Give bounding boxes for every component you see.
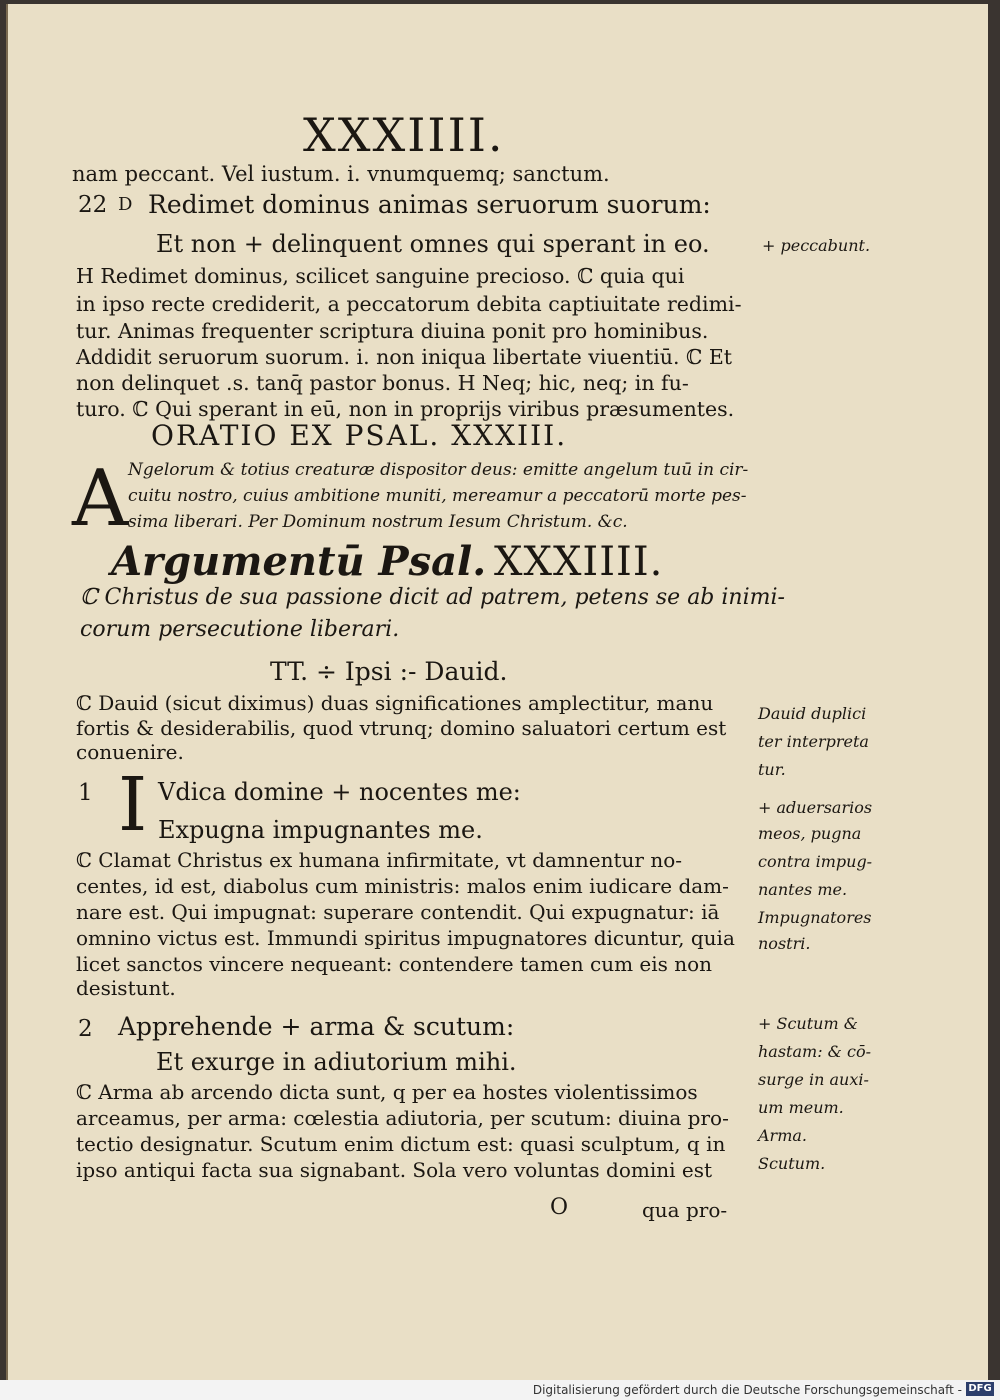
dfg-logo: DFG [966, 1382, 994, 1396]
text-line: conuenire. [76, 740, 184, 764]
footer-bar [0, 1380, 1000, 1400]
text-line: nare est. Qui impugnat: superare contendit. Qui expugnatur: iā [76, 900, 720, 924]
margin-note: Impugnatores [758, 908, 872, 927]
book-page [6, 4, 988, 1380]
margin-note: Dauid duplici [758, 704, 867, 723]
text-line: ℂ Clamat Christus ex humana infirmitate, vt damnentur no- [76, 848, 682, 872]
verse-line: Et non + delinquent omnes qui sperant in eo. [156, 230, 710, 258]
prayer-line: cuitu nostro, cuius ambitione muniti, mereamur a peccatorū morte pes- [128, 486, 747, 506]
text-line: centes, id est, diabolus cum ministris: malos enim iudicare dam- [76, 874, 729, 898]
catchword-signature: O [550, 1195, 569, 1220]
margin-note: Scutum. [758, 1154, 826, 1173]
text-line: fortis & desiderabilis, quod vtrunq; domino saluatori certum est [76, 716, 727, 740]
margin-note: um meum. [758, 1098, 844, 1117]
text-line: non delinquet .s. tanq̄ pastor bonus. H Neq; hic, neq; in fu- [76, 371, 689, 395]
text-line: ℂ Dauid (sicut diximus) duas significationes amplectitur, manu [76, 691, 714, 715]
verse-number: 1 [78, 780, 93, 806]
text-line: in ipso recte crediderit, a peccatorum debita captiuitate redimi- [76, 292, 742, 316]
margin-note: nostri. [758, 934, 811, 953]
verse-line: Vdica domine + nocentes me: [158, 778, 521, 806]
argument-heading-numeral: XXXIIII. [494, 539, 664, 585]
footer-credit: Digitalisierung gefördert durch die Deutsche Forschungsgemeinschaft - [532, 1383, 962, 1397]
argument-heading: Argumentū Psal. [111, 538, 487, 585]
verse-line: Redimet dominus animas seruorum suorum: [148, 190, 711, 219]
text-line: nam peccant. Vel iustum. i. vnumquemq; sanctum. [72, 162, 610, 186]
text-line: H Redimet dominus, scilicet sanguine precioso. ℂ quia qui [76, 264, 685, 288]
prayer-line: Ngelorum & totius creaturæ dispositor deus: emitte angelum tuū in cir- [128, 460, 749, 480]
margin-note: ter interpreta [758, 732, 869, 751]
margin-note: + Scutum & [758, 1014, 858, 1033]
text-line: licet sanctos vincere nequeant: contendere tamen cum eis non [76, 952, 713, 976]
text-line: ℂ Christus de sua passione dicit ad patrem, petens se ab inimi- [80, 585, 785, 610]
catchword: qua pro- [642, 1198, 728, 1222]
text-line: arceamus, per arma: cœlestia adiutoria, per scutum: diuina pro- [76, 1106, 729, 1130]
margin-note: nantes me. [758, 880, 848, 899]
verse-line: Expugna impugnantes me. [158, 816, 483, 844]
margin-note: meos, pugna [758, 824, 862, 843]
verse-mark: D [118, 194, 133, 215]
verse-number: 22 [78, 192, 108, 218]
text-line: ℂ Arma ab arcendo dicta sunt, q per ea hostes violentissimos [76, 1080, 698, 1104]
margin-note: Arma. [758, 1126, 807, 1145]
page-header: XXXIIII. [303, 108, 505, 162]
margin-note: + peccabunt. [762, 236, 871, 255]
text-line: omnino victus est. Immundi spiritus impugnatores dicuntur, quia [76, 926, 735, 950]
text-line: desistunt. [76, 976, 176, 1000]
text-line: corum persecutione liberari. [80, 617, 400, 642]
verse-number: 2 [78, 1016, 93, 1042]
verse-line: Apprehende + arma & scutum: [118, 1012, 515, 1041]
prayer-heading: ORATIO EX PSAL. XXXIII. [151, 419, 568, 452]
margin-note: contra impug- [758, 852, 873, 871]
verse-line: Et exurge in adiutorium mihi. [156, 1048, 517, 1076]
text-line: ipso antiqui facta sua signabant. Sola vero voluntas domini est [76, 1158, 713, 1182]
text-line: Addidit seruorum suorum. i. non iniqua libertate viuentiū. ℂ Et [76, 345, 733, 369]
psalm-title: TT. ÷ Ipsi :- Dauid. [270, 657, 508, 686]
margin-note: tur. [758, 760, 786, 779]
prayer-line: sima liberari. Per Dominum nostrum Iesum Christum. &c. [128, 512, 628, 532]
margin-note: surge in auxi- [758, 1070, 869, 1089]
drop-capital: A [72, 454, 129, 544]
text-line: turo. ℂ Qui sperant in eū, non in proprijs viribus præsumentes. [76, 397, 735, 421]
drop-capital: I [118, 762, 148, 848]
margin-note: hastam: & cō- [758, 1042, 871, 1061]
text-line: tectio designatur. Scutum enim dictum est: quasi sculptum, q in [76, 1132, 726, 1156]
margin-note: + aduersarios [758, 798, 873, 817]
text-line: tur. Animas frequenter scriptura diuina ponit pro hominibus. [76, 319, 709, 343]
